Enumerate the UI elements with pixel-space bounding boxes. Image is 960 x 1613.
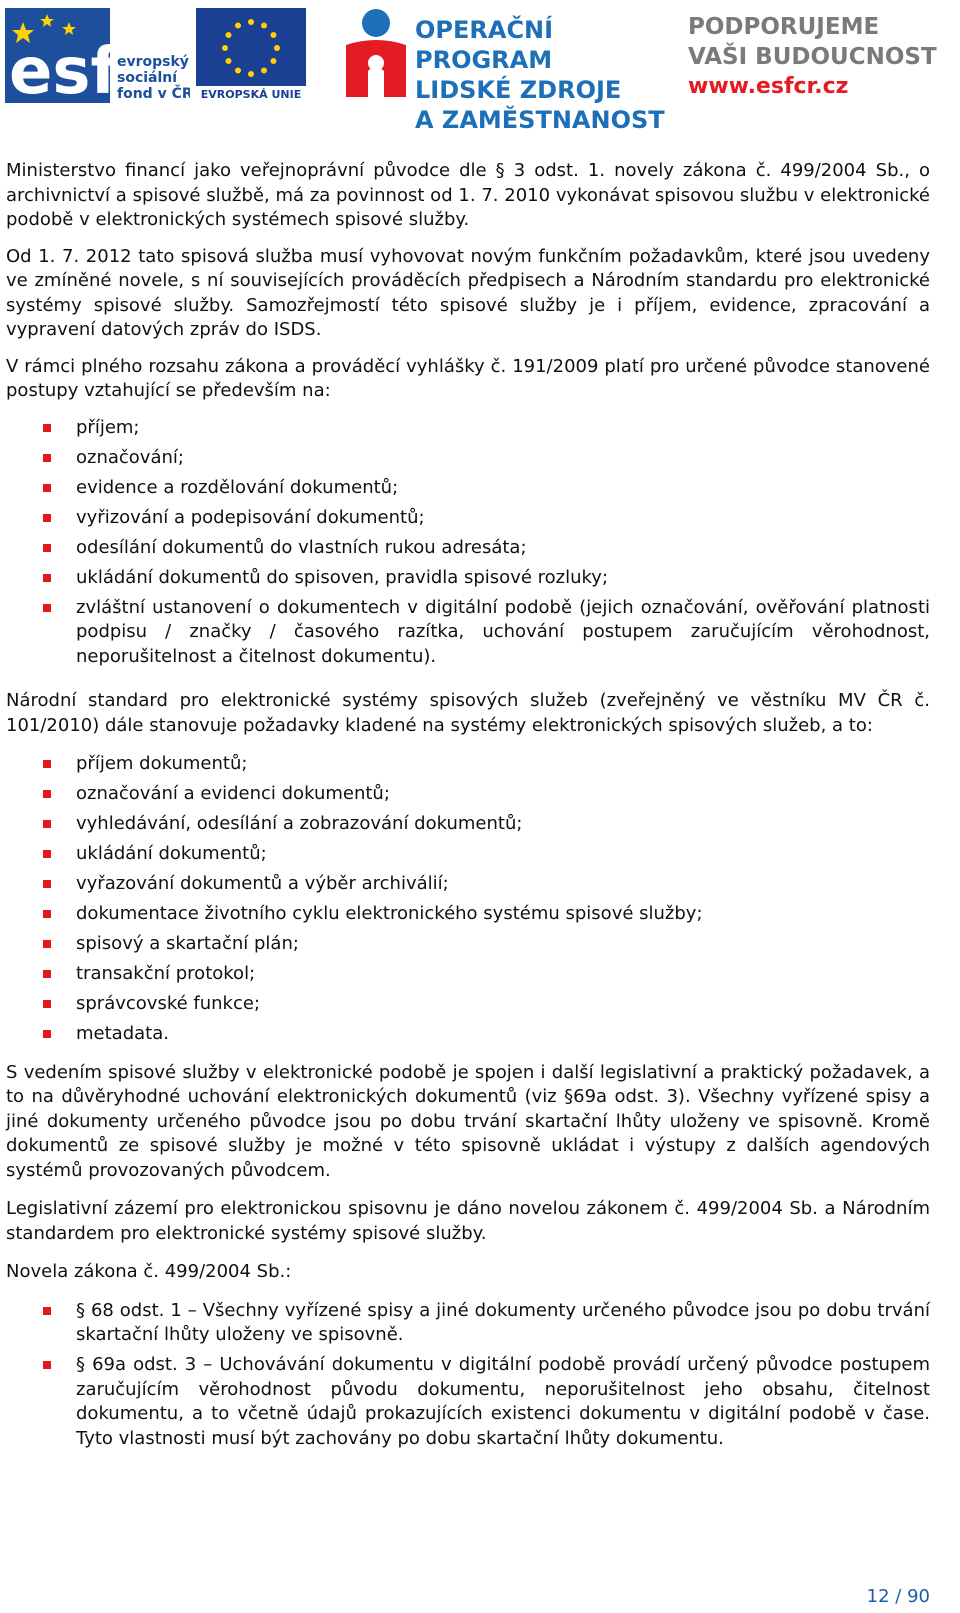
paragraph-requirements: Od 1. 7. 2012 tato spisová služba musí vyhovovat novým funkčním požadavkům, které jsou uvedeny ve zmíněné novele, s ní souvisejících prováděcích předpisech a Národním standardu pro elektronické systémy spisové služby. Samozřejmostí této spisové služby je i příjem, evidence, zpracování a vypravení datových zpráv do ISDS. <box>6 245 930 340</box>
list-item: odesílání dokumentů do vlastních rukou adresáta; <box>6 536 930 561</box>
esf-logo <box>5 8 190 103</box>
op-logo-text <box>415 15 665 135</box>
amendment-list <box>6 1299 930 1452</box>
esf-logo-line-1: evropský <box>117 54 189 70</box>
list-item: označování; <box>6 446 930 471</box>
list-item: § 69a odst. 3 – Uchovávání dokumentu v digitální podobě provádí určený původce postupem zaručujícím věrohodnost původu dokumentu, neporušitelnost jeho obsahu, čitelnost dokumentu, a to včetně údajů prokazujících existenci dokumentu v digitální podobě v čase. Tyto vlastnosti musí být zachovány po dobu skartační lhůty dokumentu. <box>6 1353 930 1451</box>
paragraph-intro: Ministerstvo financí jako veřejnoprávní původce dle § 3 odst. 1. novely zákona č. 499/2004 Sb., o archivnictví a spisové službě, má za povinnost od 1. 7. 2010 vykonávat spisovou službu v elektronické podobě v elektronických systémech spisové služby. <box>6 160 930 230</box>
support-slogan <box>688 12 948 102</box>
list-item: evidence a rozdělování dokumentů; <box>6 476 930 501</box>
procedures-list <box>6 416 930 670</box>
list-item: § 68 odst. 1 – Všechny vyřízené spisy a jiné dokumenty určeného původce jsou po dobu trvání skartační lhůty uloženy ve spisovně. <box>6 1299 930 1348</box>
op-logo <box>340 5 665 134</box>
list-item: označování a evidenci dokumentů; <box>6 782 930 807</box>
support-url[interactable]: www.esfcr.cz <box>688 74 849 99</box>
op-line-3: A ZAMĚSTNANOST <box>415 106 665 134</box>
list-item: ukládání dokumentů do spisoven, pravidla spisové rozluky; <box>6 566 930 591</box>
list-item: dokumentace životního cyklu elektronického systému spisové služby; <box>6 902 930 927</box>
support-line-1: PODPORUJEME <box>688 14 880 40</box>
eu-logo-label: EVROPSKÁ UNIE <box>200 88 302 101</box>
paragraph-amendment-heading: Novela zákona č. 499/2004 Sb.: <box>6 1261 292 1282</box>
op-person-icon <box>340 5 412 105</box>
paragraph-trusted-storage: S vedením spisové služby v elektronické podobě je spojen i další legislativní a praktický požadavek, a to na důvěryhodné uchování elektronických dokumentů (viz §69a odst. 3). Všechny vyřízené spisy a jiné dokumenty určeného původce jsou po dobu trvání skartační lhůty uloženy ve spisovně. Kromě dokumentů ze spisové služby je možné v této spisovně ukládat i výstupy z dalších agendových systémů provozovaných původcem. <box>6 1061 930 1181</box>
list-item: vyřazování dokumentů a výběr archiválií; <box>6 872 930 897</box>
list-item: ukládání dokumentů; <box>6 842 930 867</box>
op-line-2: LIDSKÉ ZDROJE <box>415 76 622 104</box>
list-item: správcovské funkce; <box>6 992 930 1017</box>
eu-flag-icon <box>196 8 306 86</box>
list-item: vyřizování a podepisování dokumentů; <box>6 506 930 531</box>
list-item: příjem dokumentů; <box>6 752 930 777</box>
document-body <box>6 159 930 1465</box>
page-number: 12 / 90 <box>866 1586 930 1607</box>
list-item: metadata. <box>6 1022 930 1047</box>
support-line-2: VAŠI BUDOUCNOST <box>688 44 937 70</box>
paragraph-procedures-intro: V rámci plného rozsahu zákona a prováděcí vyhlášky č. 191/2009 platí pro určené původce stanovené postupy vztahující se především na: <box>6 355 930 401</box>
list-item: transakční protokol; <box>6 962 930 987</box>
list-item: vyhledávání, odesílání a zobrazování dokumentů; <box>6 812 930 837</box>
svg-text:esf: esf <box>9 35 119 103</box>
paragraph-legislative-basis: Legislativní zázemí pro elektronickou spisovnu je dáno novelou zákonem č. 499/2004 Sb. a Národním standardem pro elektronické systémy spisové služby. <box>6 1198 930 1244</box>
esf-logo-line-2: sociální <box>117 70 178 86</box>
paragraph-national-standard: Národní standard pro elektronické systémy spisových služeb (zveřejněný ve věstníku MV ČR č. 101/2010) dále stanovuje požadavky kladené na systémy elektronických spisových služeb, a to: <box>6 690 930 736</box>
esf-logo-line-3: fond v ČR <box>117 86 190 102</box>
standard-requirements-list <box>6 752 930 1047</box>
esf-logo-graphic <box>5 8 190 103</box>
list-item: příjem; <box>6 416 930 441</box>
header-logos <box>0 0 960 134</box>
eu-logo <box>196 8 306 103</box>
op-line-1: OPERAČNÍ PROGRAM <box>415 16 554 74</box>
list-item: zvláštní ustanovení o dokumentech v digitální podobě (jejich označování, ověřování platnosti podpisu / značky / časového razítka, uchování postupem zaručujícím věrohodnost, neporušitelnost a čitelnost dokumentu). <box>6 596 930 670</box>
list-item: spisový a skartační plán; <box>6 932 930 957</box>
